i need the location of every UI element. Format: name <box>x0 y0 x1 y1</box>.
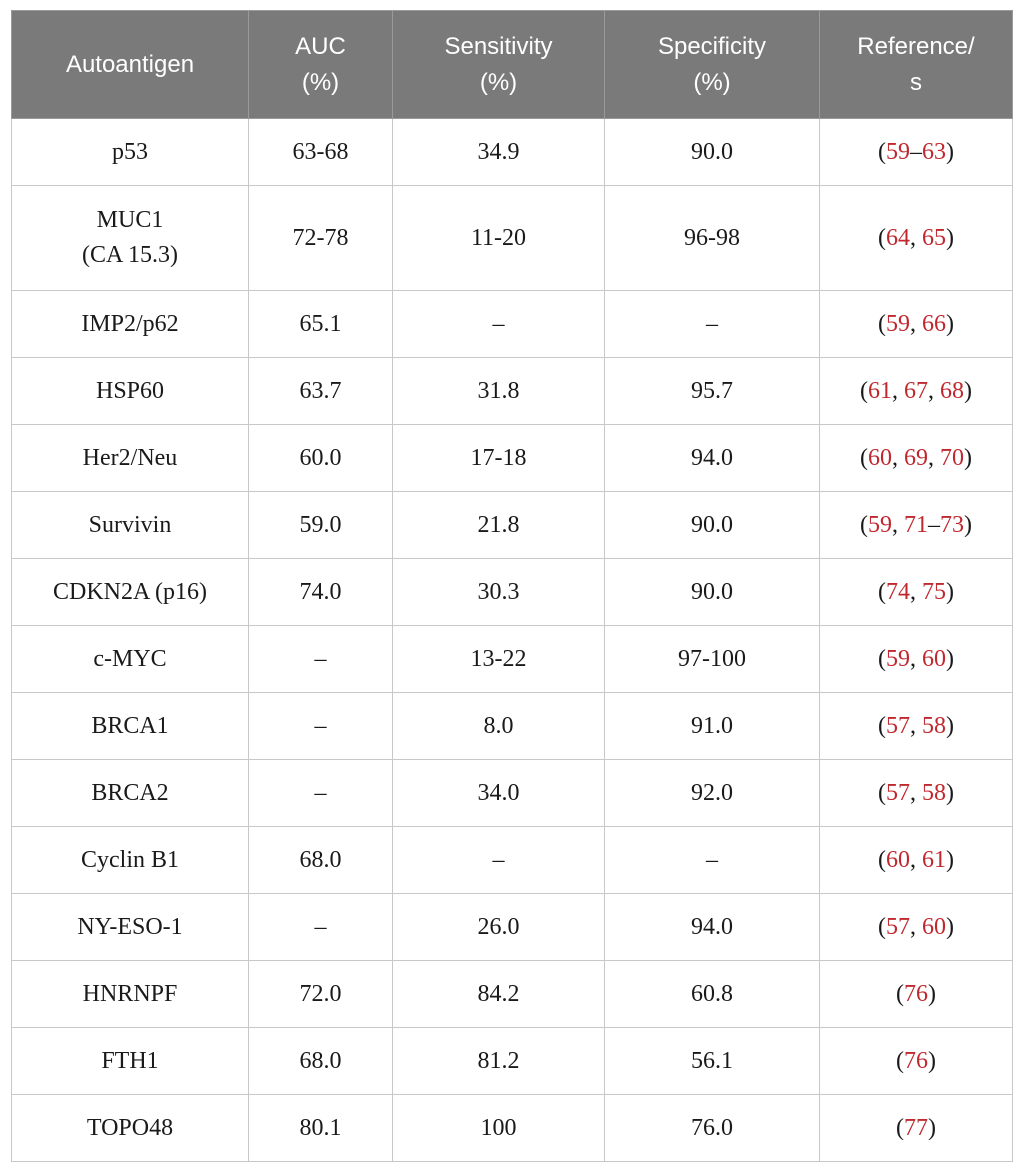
reference-link[interactable]: 60 <box>886 846 910 873</box>
specificity-cell: 56.1 <box>605 1028 820 1095</box>
autoantigen-name: CDKN2A (p16) <box>53 578 207 605</box>
sensitivity-cell: 21.8 <box>393 492 605 559</box>
autoantigen-name: IMP2/p62 <box>81 310 179 337</box>
table-body <box>12 119 1013 1162</box>
sensitivity-cell: 34.0 <box>393 760 605 827</box>
autoantigen-name: FTH1 <box>101 1047 159 1074</box>
autoantigen-name: BRCA1 <box>91 712 169 739</box>
reference-link[interactable]: 61 <box>922 846 946 873</box>
open-paren: ( <box>878 224 886 251</box>
table-row <box>12 827 1013 894</box>
open-paren: ( <box>878 779 886 806</box>
sensitivity-cell: 81.2 <box>393 1028 605 1095</box>
reference-link[interactable]: 59 <box>886 310 910 337</box>
close-paren: ) <box>928 1047 936 1074</box>
open-paren: ( <box>878 578 886 605</box>
header-row <box>12 11 1013 119</box>
reference-separator: – <box>910 138 922 165</box>
autoantigen-name: MUC1 <box>96 207 164 233</box>
reference-link[interactable]: 63 <box>922 138 946 165</box>
open-paren: ( <box>878 913 886 940</box>
auc-cell: 63-68 <box>249 119 393 186</box>
table-row <box>12 492 1013 559</box>
header-text: (%) <box>693 68 731 96</box>
specificity-cell: 97-100 <box>605 626 820 693</box>
auc-cell: 68.0 <box>249 1028 393 1095</box>
close-paren: ) <box>964 377 972 404</box>
autoantigen-name: BRCA2 <box>91 779 169 806</box>
reference-cell <box>820 492 1013 559</box>
autoantigen-cell <box>12 827 249 894</box>
reference-link[interactable]: 76 <box>904 980 928 1007</box>
reference-link[interactable]: 58 <box>922 712 946 739</box>
close-paren: ) <box>964 444 972 471</box>
header-specificity <box>605 11 820 119</box>
auc-cell: 72-78 <box>249 186 393 291</box>
open-paren: ( <box>860 377 868 404</box>
table-row <box>12 894 1013 961</box>
specificity-cell: – <box>605 827 820 894</box>
reference-separator: , <box>910 645 922 672</box>
autoantigen-name: HNRNPF <box>82 980 178 1007</box>
table-row <box>12 961 1013 1028</box>
autoantigen-cell <box>12 425 249 492</box>
reference-separator: , <box>910 846 922 873</box>
auc-cell: 72.0 <box>249 961 393 1028</box>
open-paren: ( <box>860 444 868 471</box>
reference-cell <box>820 559 1013 626</box>
close-paren: ) <box>946 846 954 873</box>
table-row <box>12 1095 1013 1162</box>
close-paren: ) <box>964 511 972 538</box>
table-row <box>12 693 1013 760</box>
specificity-cell: 94.0 <box>605 425 820 492</box>
reference-separator: , <box>910 578 922 605</box>
specificity-cell: – <box>605 291 820 358</box>
auc-cell: 65.1 <box>249 291 393 358</box>
sensitivity-cell: 30.3 <box>393 559 605 626</box>
auc-cell: 74.0 <box>249 559 393 626</box>
open-paren: ( <box>896 1114 904 1141</box>
reference-separator: , <box>910 310 922 337</box>
table-row <box>12 760 1013 827</box>
specificity-cell: 90.0 <box>605 492 820 559</box>
reference-link[interactable]: 59 <box>886 138 910 165</box>
reference-cell <box>820 425 1013 492</box>
autoantigen-cell <box>12 492 249 559</box>
open-paren: ( <box>896 1047 904 1074</box>
table-row <box>12 358 1013 425</box>
reference-separator: , <box>892 377 904 404</box>
specificity-cell: 91.0 <box>605 693 820 760</box>
specificity-cell: 76.0 <box>605 1095 820 1162</box>
reference-link[interactable]: 65 <box>922 224 946 251</box>
table-row <box>12 186 1013 291</box>
reference-link[interactable]: 64 <box>886 224 910 251</box>
header-references <box>820 11 1013 119</box>
sensitivity-cell: 11-20 <box>393 186 605 291</box>
reference-cell <box>820 119 1013 186</box>
reference-separator: , <box>892 511 904 538</box>
reference-cell <box>820 693 1013 760</box>
header-text: AUC <box>295 32 346 60</box>
close-paren: ) <box>928 980 936 1007</box>
sensitivity-cell: – <box>393 291 605 358</box>
sensitivity-cell: – <box>393 827 605 894</box>
reference-link[interactable]: 60 <box>922 913 946 940</box>
reference-link[interactable]: 57 <box>886 779 910 806</box>
reference-link[interactable]: 74 <box>886 578 910 605</box>
autoantigen-name: TOPO48 <box>86 1114 174 1141</box>
specificity-cell: 96-98 <box>605 186 820 291</box>
table-row <box>12 1028 1013 1095</box>
open-paren: ( <box>878 712 886 739</box>
close-paren: ) <box>946 645 954 672</box>
autoantigen-cell <box>12 760 249 827</box>
reference-cell <box>820 827 1013 894</box>
header-text: Sensitivity <box>444 32 553 60</box>
sensitivity-cell: 34.9 <box>393 119 605 186</box>
table-row <box>12 559 1013 626</box>
autoantigen-name: NY-ESO-1 <box>77 913 183 940</box>
table-row <box>12 291 1013 358</box>
autoantigen-cell <box>12 626 249 693</box>
sensitivity-cell: 84.2 <box>393 961 605 1028</box>
header-text: (%) <box>479 68 518 96</box>
sensitivity-cell: 13-22 <box>393 626 605 693</box>
open-paren: ( <box>878 310 886 337</box>
reference-link[interactable]: 58 <box>922 779 946 806</box>
autoantigen-cell <box>12 291 249 358</box>
header-text: Specificity <box>657 32 767 60</box>
specificity-cell: 90.0 <box>605 119 820 186</box>
reference-cell <box>820 186 1013 291</box>
reference-separator: – <box>928 511 940 538</box>
header-auc <box>249 11 393 119</box>
reference-cell <box>820 358 1013 425</box>
sensitivity-cell: 31.8 <box>393 358 605 425</box>
close-paren: ) <box>946 224 954 251</box>
close-paren: ) <box>946 578 954 605</box>
reference-link[interactable]: 57 <box>886 913 910 940</box>
reference-cell <box>820 1095 1013 1162</box>
autoantigen-cell <box>12 559 249 626</box>
autoantigen-cell <box>12 894 249 961</box>
reference-cell <box>820 291 1013 358</box>
open-paren: ( <box>860 511 868 538</box>
auc-cell: – <box>249 760 393 827</box>
reference-link[interactable]: 59 <box>868 511 892 538</box>
reference-link[interactable]: 60 <box>922 645 946 672</box>
table-header <box>12 11 1013 119</box>
autoantigen-name: Survivin <box>88 511 172 538</box>
header-autoantigen <box>12 11 249 119</box>
open-paren: ( <box>878 846 886 873</box>
auc-cell: 59.0 <box>249 492 393 559</box>
autoantigen-cell <box>12 358 249 425</box>
reference-link[interactable]: 60 <box>868 444 892 471</box>
autoantigen-cell <box>12 186 249 291</box>
open-paren: ( <box>878 138 886 165</box>
reference-separator: , <box>910 224 922 251</box>
auc-cell: – <box>249 626 393 693</box>
header-text: Reference/ <box>857 32 975 60</box>
close-paren: ) <box>946 913 954 940</box>
close-paren: ) <box>946 712 954 739</box>
table-row <box>12 626 1013 693</box>
close-paren: ) <box>946 779 954 806</box>
header-text: (%) <box>301 68 340 96</box>
reference-separator: , <box>928 377 940 404</box>
reference-separator: , <box>910 712 922 739</box>
close-paren: ) <box>946 138 954 165</box>
reference-link[interactable]: 75 <box>922 578 946 605</box>
autoantigen-table <box>11 10 1013 1162</box>
close-paren: ) <box>928 1114 936 1141</box>
reference-link[interactable]: 57 <box>886 712 910 739</box>
reference-cell <box>820 961 1013 1028</box>
auc-cell: – <box>249 894 393 961</box>
specificity-cell: 95.7 <box>605 358 820 425</box>
autoantigen-cell <box>12 693 249 760</box>
autoantigen-name: Cyclin B1 <box>80 846 179 873</box>
header-text: Autoantigen <box>65 50 195 78</box>
autoantigen-cell <box>12 119 249 186</box>
auc-cell: 68.0 <box>249 827 393 894</box>
reference-separator: , <box>928 444 940 471</box>
reference-link[interactable]: 59 <box>886 645 910 672</box>
autoantigen-cell <box>12 961 249 1028</box>
reference-link[interactable]: 69 <box>904 444 928 471</box>
reference-link[interactable]: 73 <box>940 511 964 538</box>
specificity-cell: 92.0 <box>605 760 820 827</box>
autoantigen-name: HSP60 <box>95 377 165 404</box>
close-paren: ) <box>946 310 954 337</box>
specificity-cell: 60.8 <box>605 961 820 1028</box>
reference-cell <box>820 894 1013 961</box>
header-text: s <box>910 68 922 96</box>
auc-cell: 63.7 <box>249 358 393 425</box>
reference-link[interactable]: 76 <box>904 1047 928 1074</box>
autoantigen-name: Her2/Neu <box>82 444 178 471</box>
table-row <box>12 425 1013 492</box>
auc-cell: 80.1 <box>249 1095 393 1162</box>
reference-link[interactable]: 77 <box>904 1114 928 1141</box>
specificity-cell: 90.0 <box>605 559 820 626</box>
reference-link[interactable]: 70 <box>940 444 964 471</box>
autoantigen-cell <box>12 1028 249 1095</box>
reference-separator: , <box>910 913 922 940</box>
open-paren: ( <box>896 980 904 1007</box>
reference-link[interactable]: 71 <box>904 511 928 538</box>
reference-cell <box>820 1028 1013 1095</box>
auc-cell: – <box>249 693 393 760</box>
reference-link[interactable]: 61 <box>868 377 892 404</box>
reference-cell <box>820 760 1013 827</box>
reference-separator: , <box>910 779 922 806</box>
reference-separator: , <box>892 444 904 471</box>
reference-link[interactable]: 66 <box>922 310 946 337</box>
reference-cell <box>820 626 1013 693</box>
sensitivity-cell: 26.0 <box>393 894 605 961</box>
sensitivity-cell: 17-18 <box>393 425 605 492</box>
reference-link[interactable]: 67 <box>904 377 928 404</box>
table-row <box>12 119 1013 186</box>
autoantigen-name: p53 <box>112 138 148 165</box>
auc-cell: 60.0 <box>249 425 393 492</box>
reference-link[interactable]: 68 <box>940 377 964 404</box>
open-paren: ( <box>878 645 886 672</box>
specificity-cell: 94.0 <box>605 894 820 961</box>
sensitivity-cell: 100 <box>393 1095 605 1162</box>
autoantigen-cell <box>12 1095 249 1162</box>
autoantigen-name: (CA 15.3) <box>82 242 178 268</box>
sensitivity-cell: 8.0 <box>393 693 605 760</box>
header-sensitivity <box>393 11 605 119</box>
autoantigen-name: c-MYC <box>93 645 167 672</box>
